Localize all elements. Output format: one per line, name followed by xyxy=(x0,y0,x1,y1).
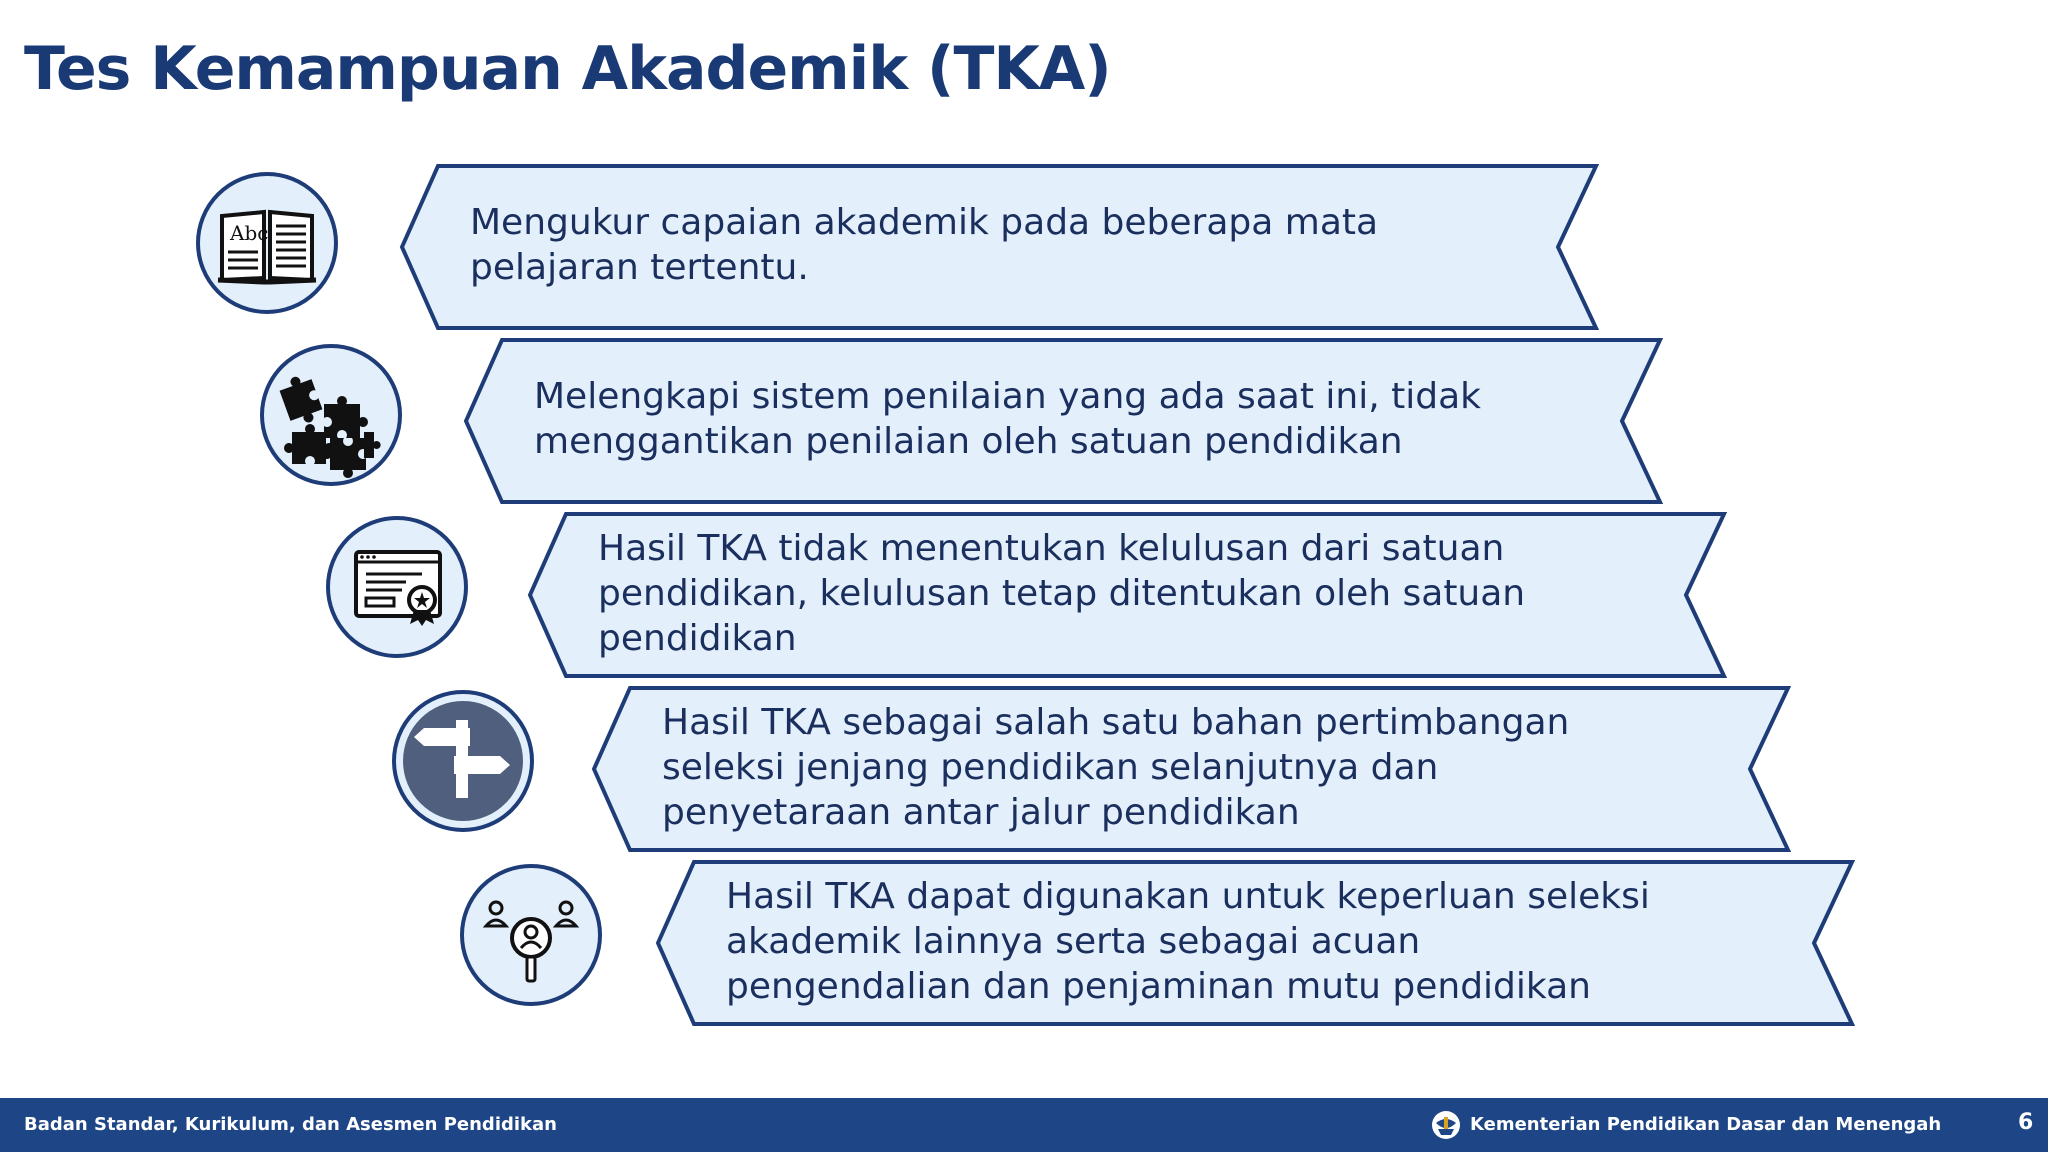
page-title: Tes Kemampuan Akademik (TKA) xyxy=(24,34,1111,104)
statement-line: Hasil TKA tidak menentukan kelulusan dari satuan xyxy=(598,528,1505,569)
statement-line: pendidikan, kelulusan tetap ditentukan oleh satuan xyxy=(598,573,1526,614)
statement-line: Mengukur capaian akademik pada beberapa mata xyxy=(470,202,1379,243)
statement-banner-4 xyxy=(590,684,1792,854)
svg-text:Abc: Abc xyxy=(230,221,269,245)
statement-banner-5 xyxy=(654,858,1856,1028)
footer-agency: Badan Standar, Kurikulum, dan Asesmen Pendidikan xyxy=(24,1114,557,1135)
statement-line: pelajaran tertentu. xyxy=(470,247,809,288)
signpost-icon xyxy=(392,690,534,832)
statement-line: pendidikan xyxy=(598,618,797,659)
statement-line: penyetaraan antar jalur pendidikan xyxy=(662,792,1300,833)
footer-ministry: Kementerian Pendidikan Dasar dan Menengah xyxy=(1470,1114,1942,1135)
statement-line: Hasil TKA dapat digunakan untuk keperluan seleksi xyxy=(726,876,1650,917)
puzzle-icon xyxy=(260,344,402,486)
statement-line: seleksi jenjang pendidikan selanjutnya dan xyxy=(662,747,1439,788)
statement-line: Melengkapi sistem penilaian yang ada saat ini, tidak xyxy=(534,376,1482,417)
statement-line: Hasil TKA sebagai salah satu bahan pertimbangan xyxy=(662,702,1570,743)
footer-bar xyxy=(0,1098,2048,1152)
statement-banner-3 xyxy=(526,510,1728,680)
talent-search-icon xyxy=(460,864,602,1006)
page-number: 6 xyxy=(2018,1110,2034,1135)
statement-line: pengendalian dan penjaminan mutu pendidikan xyxy=(726,966,1592,1007)
certificate-icon xyxy=(326,516,468,658)
statement-line: menggantikan penilaian oleh satuan pendidikan xyxy=(534,421,1403,462)
book-icon xyxy=(196,172,338,314)
statement-banner-1 xyxy=(398,162,1600,332)
statement-line: akademik lainnya serta sebagai acuan xyxy=(726,921,1421,962)
ministry-logo-icon xyxy=(1430,1109,1462,1141)
statement-banner-2 xyxy=(462,336,1664,506)
